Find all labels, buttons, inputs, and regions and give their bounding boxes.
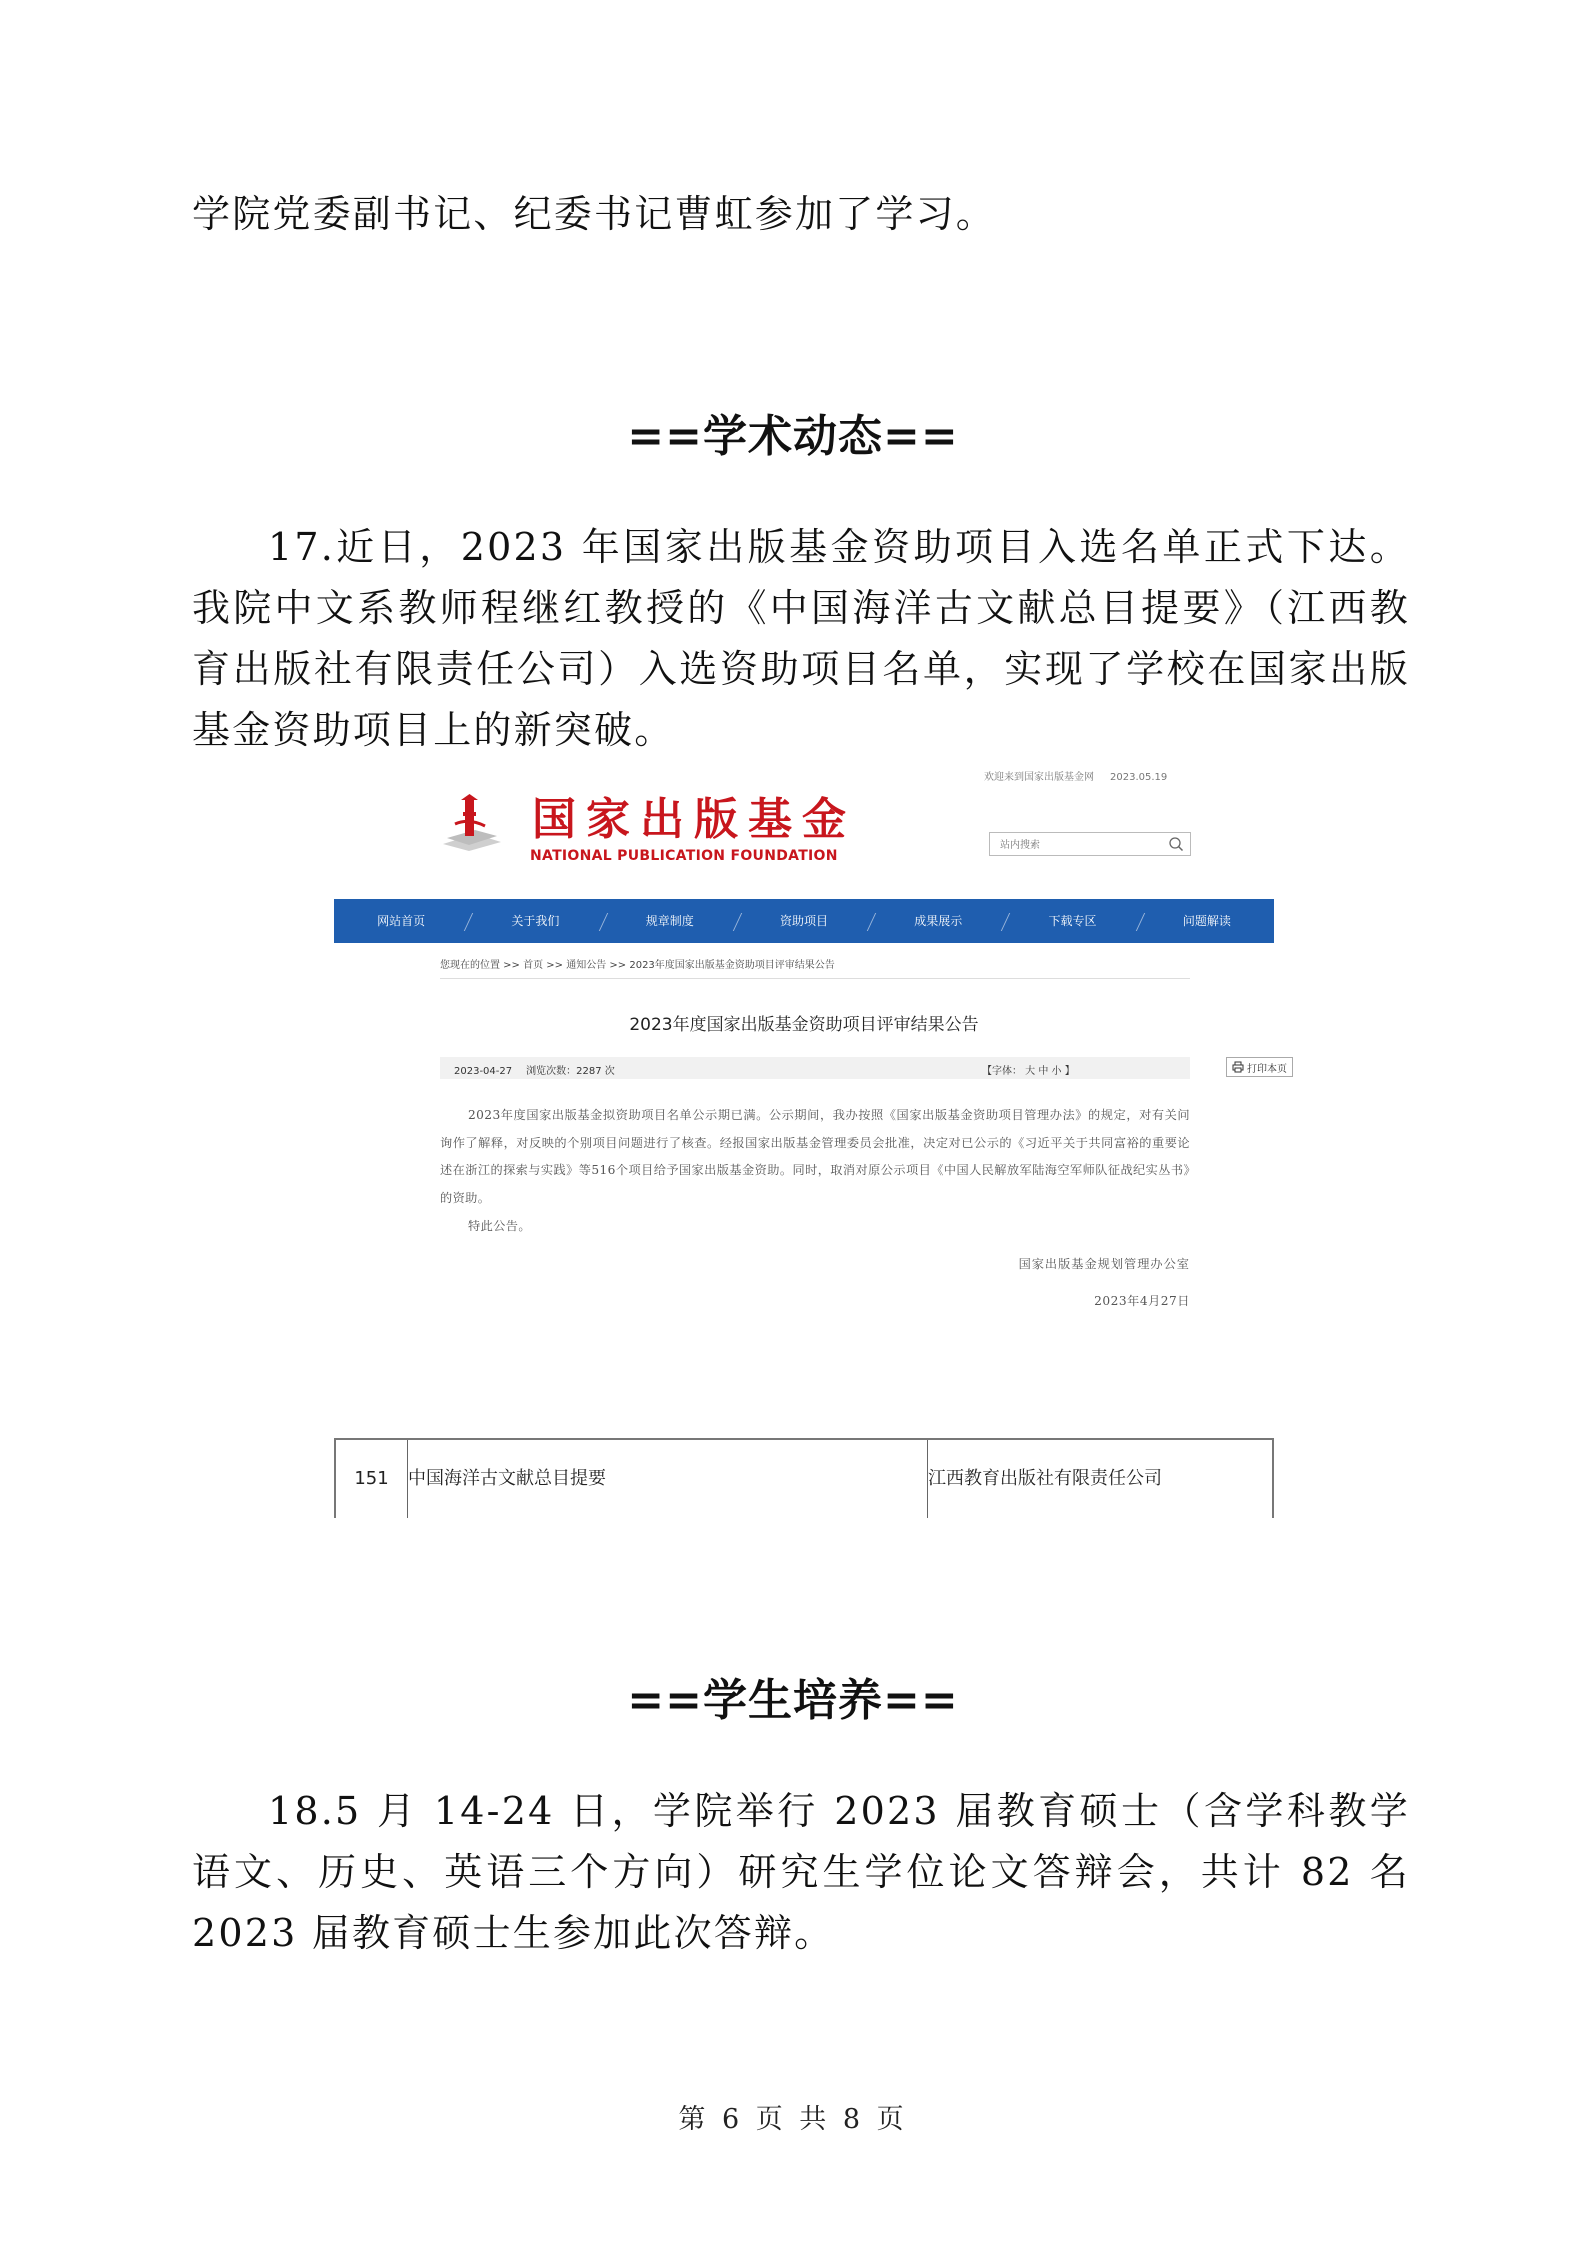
main-navigation xyxy=(334,899,1274,943)
paragraph-17: 17.近日，2023 年国家出版基金资助项目入选名单正式下达。我院中文系教师程继红教授的《中国海洋古文献总目提要》（江西教育出版社有限责任公司）入选资助项目名单，实现了学校在国家出版基金资助项目上的新突破。 xyxy=(192,525,1410,752)
section-heading-students: ==学生培养== xyxy=(627,1675,959,1726)
paragraph-top: 学院党委副书记、纪委书记曹虹参加了学习。 xyxy=(192,192,997,236)
row-number: 151 xyxy=(336,1440,408,1518)
notice-content xyxy=(440,1102,1190,1316)
funded-project-table-row xyxy=(334,1438,1274,1518)
logo-chinese-title: 国家出版基金 xyxy=(532,794,856,845)
nav-regulations[interactable]: 规章制度 xyxy=(603,899,737,943)
font-size-control[interactable]: 【字体： 大 中 小 】 xyxy=(982,1066,1075,1077)
logo-english-title: NATIONAL PUBLICATION FOUNDATION xyxy=(530,848,838,864)
article-title: 2023年度国家出版基金资助项目评审结果公告 xyxy=(629,1015,979,1035)
breadcrumb: 您现在的位置 >> 首页 >> 通知公告 >> 2023年度国家出版基金资助项目评审结果公告 xyxy=(440,956,1190,979)
search-icon[interactable] xyxy=(1168,836,1184,852)
embedded-webpage-screenshot xyxy=(334,752,1287,1522)
nav-funded-projects[interactable]: 资助项目 xyxy=(737,899,871,943)
foundation-logo-icon xyxy=(441,794,503,852)
notice-signature: 国家出版基金规划管理办公室 xyxy=(1018,1256,1190,1271)
publish-date: 2023-04-27 xyxy=(454,1066,513,1077)
print-label: 打印本页 xyxy=(1247,1063,1287,1075)
section-heading-academic: ==学术动态== xyxy=(627,411,959,462)
notice-date: 2023年4月27日 xyxy=(1094,1294,1190,1308)
nav-about[interactable]: 关于我们 xyxy=(468,899,602,943)
notice-closing: 特此公告。 xyxy=(468,1219,531,1233)
nav-home[interactable]: 网站首页 xyxy=(377,914,426,928)
publisher-name: 江西教育出版社有限责任公司 xyxy=(928,1468,1162,1489)
nav-achievements[interactable]: 成果展示 xyxy=(871,899,1005,943)
print-button[interactable] xyxy=(1226,1057,1293,1077)
welcome-bar xyxy=(984,768,1167,783)
paragraph-18: 18.5 月 14-24 日，学院举行 2023 届教育硕士（含学科教学语文、历史、英语三个方向）研究生学位论文答辩会，共计 82 名 2023 届教育硕士生参加此次答辩。 xyxy=(192,1789,1410,1955)
site-search[interactable] xyxy=(989,832,1191,856)
view-count: 浏览次数：2287 次 xyxy=(526,1066,615,1077)
notice-body: 2023年度国家出版基金拟资助项目名单公示期已满。公示期间，我办按照《国家出版基金资助项目管理办法》的规定，对有关问询作了解释，对反映的个别项目问题进行了核查。经报国家出版基金管理委员会批准，决定对已公示的《习近平关于共同富裕的重要论述在浙江的探索与实践》等516个项目给予国家出版基金资助。同时，取消对原公示项目《中国人民解放军陆海空军师队征战纪实丛书》的资助。 xyxy=(440,1108,1190,1205)
article-meta-bar xyxy=(440,1057,1287,1079)
nav-faq[interactable]: 问题解读 xyxy=(1140,899,1274,943)
header-date: 2023.05.19 xyxy=(1110,772,1168,783)
page-number-footer: 第 6 页 共 8 页 xyxy=(678,2104,908,2135)
printer-icon xyxy=(1232,1061,1244,1073)
welcome-text: 欢迎来到国家出版基金网 xyxy=(984,772,1094,783)
nav-downloads[interactable]: 下载专区 xyxy=(1005,899,1139,943)
search-input[interactable] xyxy=(990,835,1160,857)
project-name: 中国海洋古文献总目提要 xyxy=(408,1440,928,1518)
